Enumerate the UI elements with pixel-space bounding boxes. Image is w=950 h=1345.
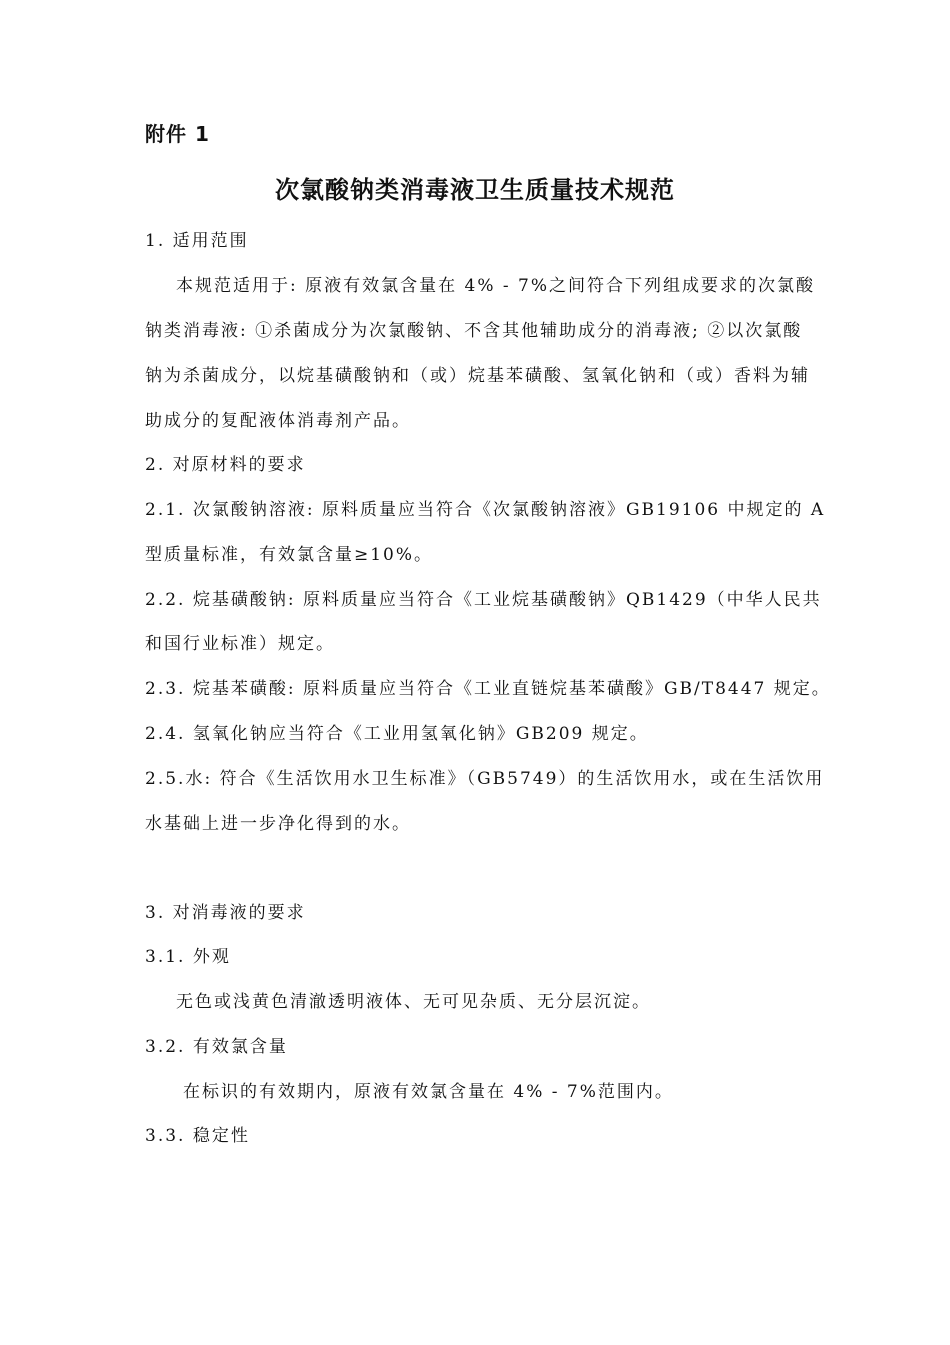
item-3-2-heading: 3.2. 有效氯含量 — [145, 1037, 288, 1057]
item-3-2-text: 在标识的有效期内，原液有效氯含量在 4% - 7%范围内。 — [183, 1082, 674, 1102]
item-3-1-heading: 3.1. 外观 — [145, 947, 231, 967]
item-2-4: 2.4. 氢氧化钠应当符合《工业用氢氧化钠》GB209 规定。 — [145, 724, 649, 744]
item-2-1-line-2: 型质量标准，有效氯含量≥10%。 — [145, 545, 434, 565]
item-2-2-line-1: 2.2. 烷基磺酸钠: 原料质量应当符合《工业烷基磺酸钠》QB1429（中华人民共 — [145, 590, 822, 610]
item-2-3: 2.3. 烷基苯磺酸: 原料质量应当符合《工业直链烷基苯磺酸》GB/T8447 规定。 — [145, 679, 831, 699]
section-1-paragraph-line-2: 钠类消毒液: ①杀菌成分为次氯酸钠、不含其他辅助成分的消毒液; ②以次氯酸 — [145, 321, 803, 341]
section-2-heading: 2. 对原材料的要求 — [145, 455, 306, 475]
section-1-paragraph-line-3: 钠为杀菌成分，以烷基磺酸钠和（或）烷基苯磺酸、氢氧化钠和（或）香料为辅 — [145, 366, 810, 386]
item-3-1-text: 无色或浅黄色清澈透明液体、无可见杂质、无分层沉淀。 — [176, 992, 651, 1012]
item-2-5-line-1: 2.5.水: 符合《生活饮用水卫生标准》（GB5749）的生活饮用水，或在生活饮用 — [145, 769, 825, 789]
section-1-paragraph-line-4: 助成分的复配液体消毒剂产品。 — [145, 411, 411, 431]
section-3-heading: 3. 对消毒液的要求 — [145, 903, 306, 923]
item-2-2-line-2: 和国行业标准）规定。 — [145, 634, 335, 654]
item-2-5-line-2: 水基础上进一步净化得到的水。 — [145, 814, 411, 834]
document-title: 次氯酸钠类消毒液卫生质量技术规范 — [275, 176, 675, 204]
section-1-paragraph-line-1: 本规范适用于: 原液有效氯含量在 4% - 7%之间符合下列组成要求的次氯酸 — [176, 276, 816, 296]
attachment-label: 附件 1 — [145, 122, 210, 146]
item-3-3-heading: 3.3. 稳定性 — [145, 1126, 250, 1146]
section-1-heading: 1. 适用范围 — [145, 231, 249, 251]
item-2-1-line-1: 2.1. 次氯酸钠溶液: 原料质量应当符合《次氯酸钠溶液》GB19106 中规定的 A — [145, 500, 826, 520]
